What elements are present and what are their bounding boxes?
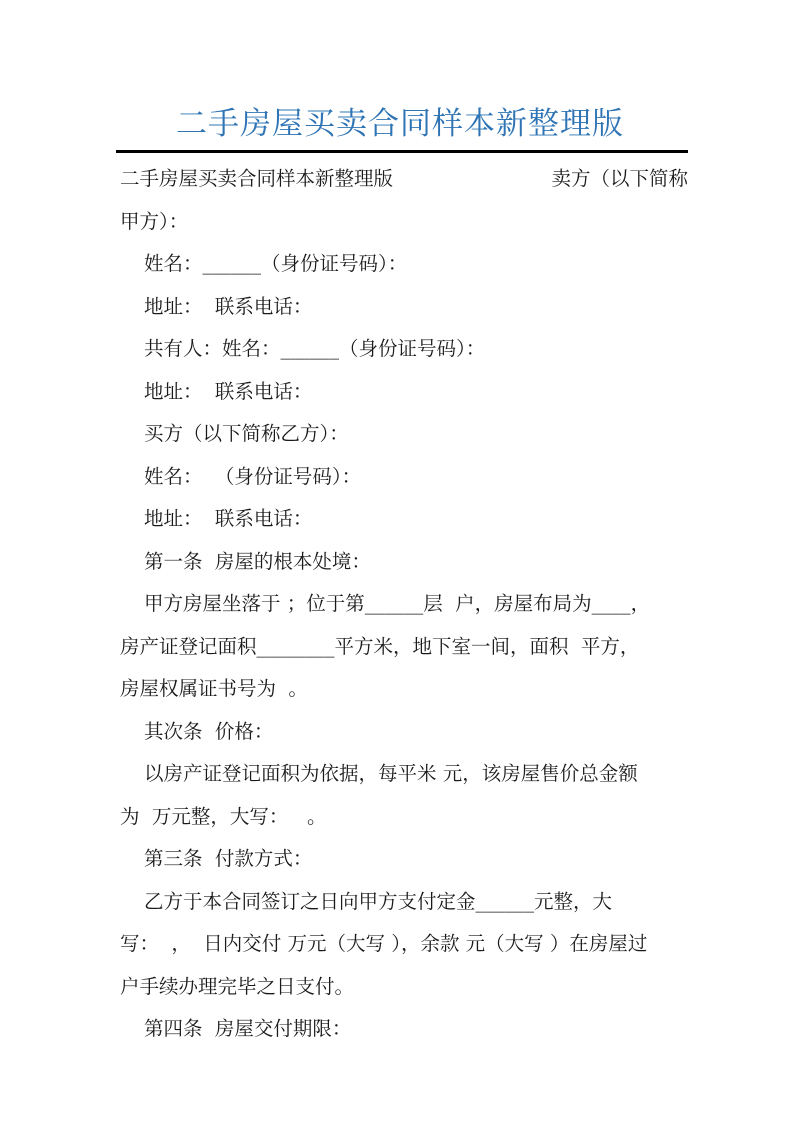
document-body [120, 158, 688, 1051]
article-3-line-1: 乙方于本合同签订之日向甲方支付定金______元整，大 [144, 889, 613, 913]
article-3-line-3: 户手续办理完毕之日支付。 [120, 974, 355, 998]
intro-line-right: 卖方（以下简称 [551, 167, 688, 190]
title-divider [116, 150, 688, 153]
seller-name-line: 姓名：______（身份证号码）： [144, 252, 408, 275]
article-1-line-3: 房屋权属证书号为 。 [120, 677, 308, 700]
buyer-heading: 买方（以下简称乙方）： [144, 422, 349, 445]
article-1-line-1: 甲方房屋坐落于 ；位于第______层 户，房屋布局为____， [144, 592, 651, 615]
article-2-line-1: 以房产证登记面积为依据，每平米 元，该房屋售价总金额 [144, 762, 638, 785]
article-4-heading: 第四条 房屋交付期限： [144, 1017, 352, 1040]
buyer-address-line: 地址： 联系电话： [144, 507, 313, 530]
article-1-line-2: 房产证登记面积________平方米，地下室一间，面积 平方， [120, 634, 640, 658]
article-2-line-2: 为 万元整，大写： 。 [120, 804, 327, 828]
article-3-line-2: 写： ， 日内交付 万元（大写 ），余款 元（大写 ）在房屋过 [120, 932, 648, 955]
co-owner-name-line: 共有人：姓名：______（身份证号码）： [144, 337, 486, 360]
intro-line [120, 158, 688, 201]
intro-line-continuation: 甲方）： [120, 209, 189, 233]
document-title: 二手房屋买卖合同样本新整理版 [176, 106, 624, 142]
buyer-name-line: 姓名： （身份证号码）： [144, 464, 362, 488]
co-owner-address-line: 地址： 联系电话： [144, 379, 313, 403]
article-3-heading: 第三条 付款方式： [144, 847, 313, 870]
seller-address-line: 地址： 联系电话： [144, 294, 313, 318]
intro-line-left: 二手房屋买卖合同样本新整理版 [120, 167, 394, 190]
article-2-heading: 其次条 价格： [144, 719, 274, 743]
article-1-heading: 第一条 房屋的根本处境： [144, 549, 371, 573]
